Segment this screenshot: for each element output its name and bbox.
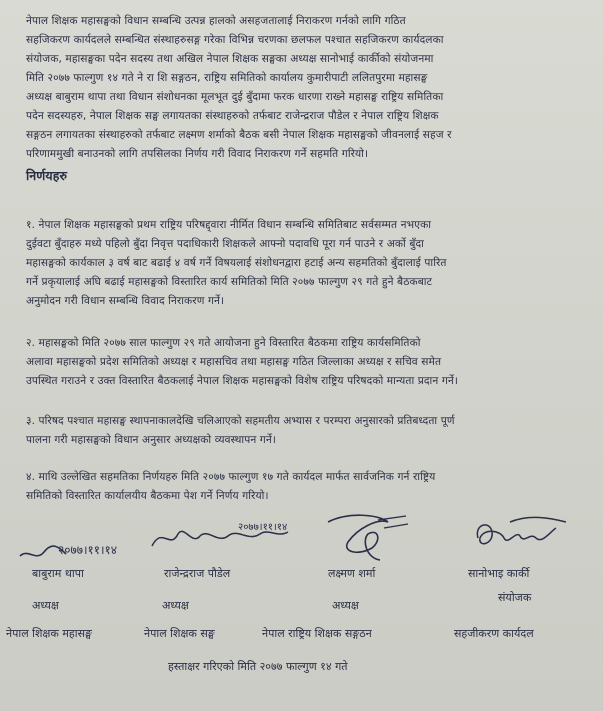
signatory-role-3: अध्यक्ष bbox=[332, 599, 359, 612]
signatory-role-1: अध्यक्ष bbox=[32, 599, 59, 612]
signature-rajendra bbox=[148, 516, 298, 556]
decision-2: २. महासङ्घको मिति २०७७ साल फाल्गुण २९ गते आयोजना हुने विस्तारित बैठकमा राष्ट्रिय कार्यसमितिको अलावा महासङ्घको प्रदेश समितिको अध्यक्ष र महासचिव तथा महासङ्घ गठित जिल्लाका अध्यक्ष र सचिव समेत उपस्थित गराउने र उक्त विस्तारित बैठकलाई नेपाल शिक्षक महासङ्घको विशेष राष्ट्रिय परिषदको मान्यता प्रदान गर्ने। bbox=[26, 337, 458, 387]
signature-laxman bbox=[318, 508, 418, 566]
intro-paragraph: नेपाल शिक्षक महासङ्घको विधान सम्बन्धि उत्पन्न हालको असहजतालाई निराकरण गर्नको लागि गठित सहजिकरण कार्यदलले सम्बन्धित संस्थाहरुसङ्ग गरेका विभिन्न चरणका छलफल पश्चात सहजिकरण कार्यदलका संयोजक, महासङ्घका पदेन सदस्य तथा अखिल नेपाल शिक्षक सङ्घका अध्यक्ष सानोभाई कार्कीको संयोजनमा मिति २०७७ फाल्गुण १४ गते ने रा शि सङ्गठन, राष्ट्रिय समितिको कार्यालय कुमारीपाटी ललितपुरमा महासङ्घ अध्यक्ष बाबुराम थापा तथा विधान संशोधनका मूलभूत दुई बुँदामा फरक धारणा राख्ने महासङ्घ राष्ट्रिय समितिका पदेन सदस्यहरु, नेपाल शिक्षक सङ्घ लगायतका संस्थाहरुको तर्फबाट राजेन्द्रराज पौडेल र नेपाल राष्ट्रिय शिक्षक सङ्गठन लगायतका संस्थाहरुको तर्फबाट लक्ष्मण शर्माको बैठक बसी नेपाल शिक्षक महासङ्घको जीवनलाई सहज र परिणाममुखी बनाउनको लागि तपसिलका निर्णय गरी विवाद निराकरण गर्ने सहमति गरियो। bbox=[26, 15, 452, 160]
signatory-org-4: सहजीकरण कार्यदल bbox=[454, 627, 534, 640]
signature-sanobhai bbox=[470, 508, 580, 560]
signing-date-footer: हस्ताक्षर गरिएको मिति २०७७ फाल्गुण १४ गते bbox=[168, 660, 348, 673]
decision-1: १. नेपाल शिक्षक महासङ्घको प्रथम राष्ट्रिय परिषद्द्वारा नीर्मित विधान सम्बन्धि समितिबाट सर्वसम्मत नभएका दुईवटा बुँदाहरु मध्ये पहिलो बुँदा निवृत्त पदाधिकारी शिक्षकले आफ्नो पदावधि पूरा गर्न पाउने र अर्को बुँदा महासङ्घको कार्यकाल ३ वर्ष बाट बढाई ४ वर्ष गर्ने विषयलाई संशोधनद्वारा हटाई अन्य सहमतिको बुँदालाई पारित गर्ने प्रकृयालाई अघि बढाई महासङ्घको विस्तारित कार्य समितिको मिति २०७७ फाल्गुण २९ गते हुने बैठकबाट अनुमोदन गरी विधान सम्बन्धि विवाद निराकरण गर्ने। bbox=[26, 219, 447, 307]
signatory-name-1: बाबुराम थापा bbox=[32, 567, 84, 580]
signatory-org-2: नेपाल शिक्षक सङ्घ bbox=[144, 627, 215, 640]
signatory-org-1: नेपाल शिक्षक महासङ्घ bbox=[6, 627, 92, 640]
signatory-role-4: संयोजक bbox=[498, 591, 532, 604]
svg-text:२०७७।११।१४: २०७७।११।१४ bbox=[238, 522, 288, 533]
decisions-heading: निर्णयहरु bbox=[26, 168, 68, 183]
decision-3: ३. परिषद पश्चात महासङ्घ स्थापनाकालदेखि चलिआएको सहमतीय अभ्यास र परम्परा अनुसारको प्रतिबध्दता पूर्ण पालना गरी महासङ्घको विधान अनुसार अध्यक्षको व्यवस्थापन गर्ने। bbox=[26, 415, 455, 446]
signatory-name-3: लक्ष्मण शर्मा bbox=[328, 567, 376, 580]
signatory-name-4: सानोभाइ कार्की bbox=[468, 567, 530, 580]
svg-text:२०७७।११।१४: २०७७।११।१४ bbox=[58, 543, 118, 557]
signatory-name-2: राजेन्द्रराज पौडेल bbox=[164, 567, 231, 580]
decision-4: ४. माथि उल्लेखित सहमतिका निर्णयहरु मिति २०७७ फाल्गुण १७ गते कार्यदल मार्फत सार्वजनिक गर्न राष्ट्रिय समितिको विस्तारित कार्यालयीय बैठकमा पेश गर्ने निर्णय गरियो। bbox=[26, 471, 436, 502]
signature-baburam bbox=[18, 536, 128, 566]
signatory-role-2: अध्यक्ष bbox=[162, 599, 189, 612]
signatory-org-3: नेपाल राष्ट्रिय शिक्षक सङ्गठन bbox=[262, 627, 372, 640]
